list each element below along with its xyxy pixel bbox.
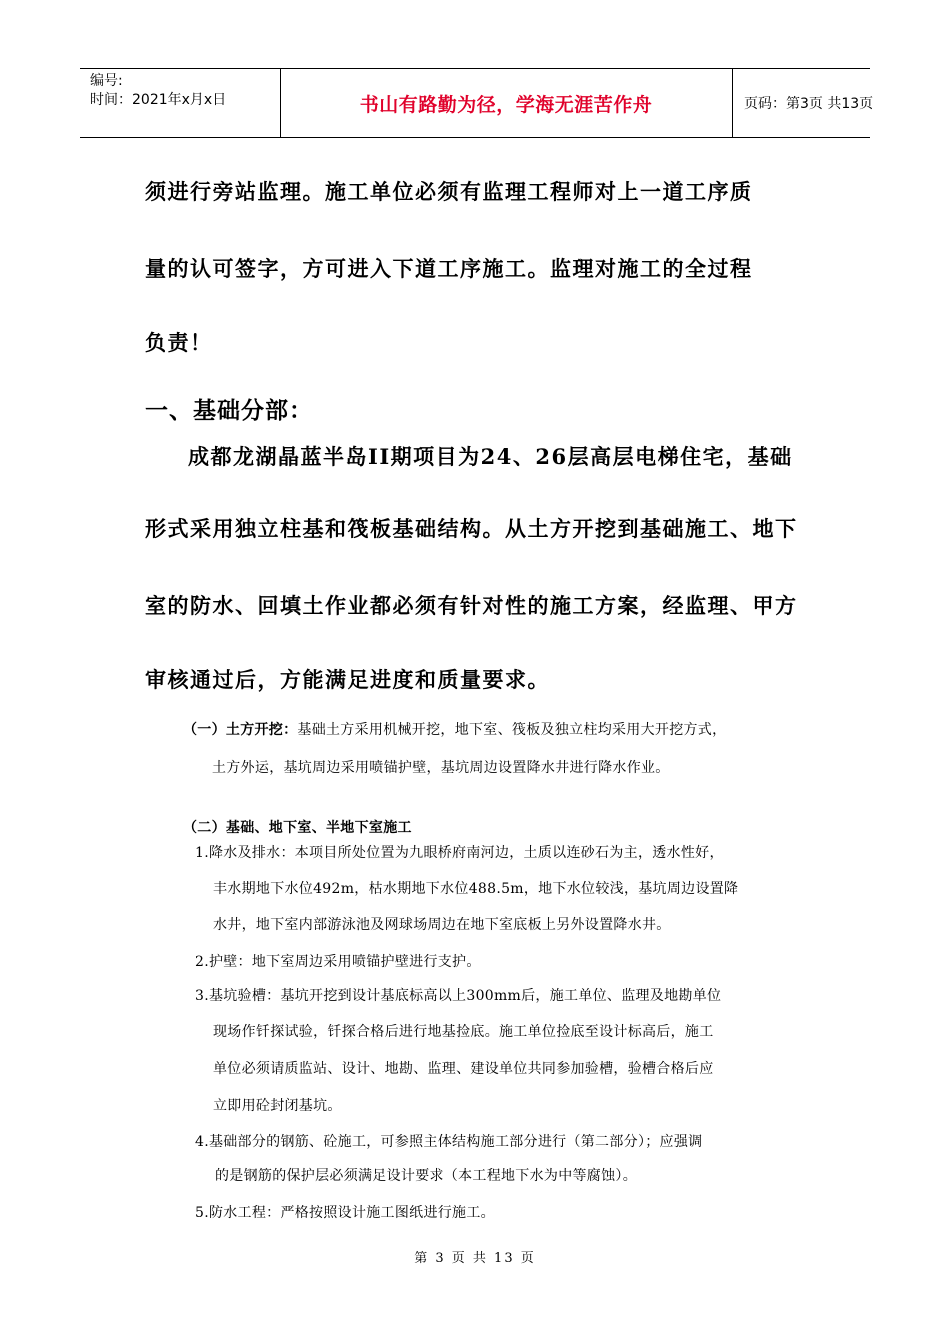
list-item-line: 5.防水工程：严格按照设计施工图纸进行施工。 xyxy=(195,1205,495,1221)
paragraph-line: 室的防水、回填土作业都必须有针对性的施工方案，经监理、甲方 xyxy=(145,593,798,618)
header-meta xyxy=(80,69,281,137)
page-footer: 第 3 页 共 13 页 xyxy=(414,1251,536,1266)
paragraph-line: 审核通过后，方能满足进度和质量要求。 xyxy=(145,667,550,692)
motto: 书山有路勤为径，学海无涯苦作舟 xyxy=(359,93,653,116)
list-item-line: 3.基坑验槽：基坑开挖到设计基底标高以上300mm后，施工单位、监理及地勘单位 xyxy=(195,988,722,1004)
header-motto-cell xyxy=(280,69,733,137)
list-item-line: 立即用砼封闭基坑。 xyxy=(213,1098,342,1114)
paragraph-line: 负责！ xyxy=(145,330,213,355)
subsection-1-line: 土方外运，基坑周边采用喷锚护壁，基坑周边设置降水井进行降水作业。 xyxy=(212,760,670,776)
list-item-line: 1.降水及排水：本项目所处位置为九眼桥府南河边，土质以连砂石为主，透水性好， xyxy=(195,845,724,861)
subsection-2-label: （二）基础、地下室、半地下室施工 xyxy=(183,820,412,836)
list-item-line: 现场作钎探试验，钎探合格后进行地基捡底。施工单位捡底至设计标高后，施工 xyxy=(213,1024,714,1040)
page-header xyxy=(80,68,874,138)
page-info: 页码：第3页 共13页 xyxy=(744,96,874,112)
header-page-cell xyxy=(732,69,874,137)
time-label: 时间：2021年x月x日 xyxy=(90,92,227,108)
subsection-1-text: 基础土方采用机械开挖，地下室、筏板及独立柱均采用大开挖方式， xyxy=(297,722,727,738)
paragraph-line: 量的认可签字，方可进入下道工序施工。监理对施工的全过程 xyxy=(145,256,753,281)
subsection-1 xyxy=(183,719,726,739)
list-item-line: 水井，地下室内部游泳池及网球场周边在地下室底板上另外设置降水井。 xyxy=(213,917,671,933)
list-item-line: 的是钢筋的保护层必须满足设计要求（本工程地下水为中等腐蚀）。 xyxy=(215,1168,637,1184)
subsection-1-label: （一）土方开挖： xyxy=(183,722,298,738)
list-item-line: 4.基础部分的钢筋、砼施工，可参照主体结构施工部分进行（第二部分）；应强调 xyxy=(195,1134,703,1150)
list-item-line: 2.护壁：地下室周边采用喷锚护壁进行支护。 xyxy=(195,954,481,970)
list-item-line: 丰水期地下水位492m，枯水期地下水位488.5m，地下水位较浅，基坑周边设置降 xyxy=(213,881,739,897)
number-label: 编号: xyxy=(90,73,123,89)
paragraph-line: 形式采用独立柱基和筏板基础结构。从土方开挖到基础施工、地下 xyxy=(145,516,798,541)
paragraph-line: 成都龙湖晶蓝半岛II期项目为24、26层高层电梯住宅，基础 xyxy=(188,444,793,469)
section-heading: 一、基础分部： xyxy=(145,397,313,424)
list-item-line: 单位必须请质监站、设计、地勘、监理、建设单位共同参加验槽，验槽合格后应 xyxy=(213,1061,714,1077)
paragraph-line: 须进行旁站监理。施工单位必须有监理工程师对上一道工序质 xyxy=(145,179,753,204)
